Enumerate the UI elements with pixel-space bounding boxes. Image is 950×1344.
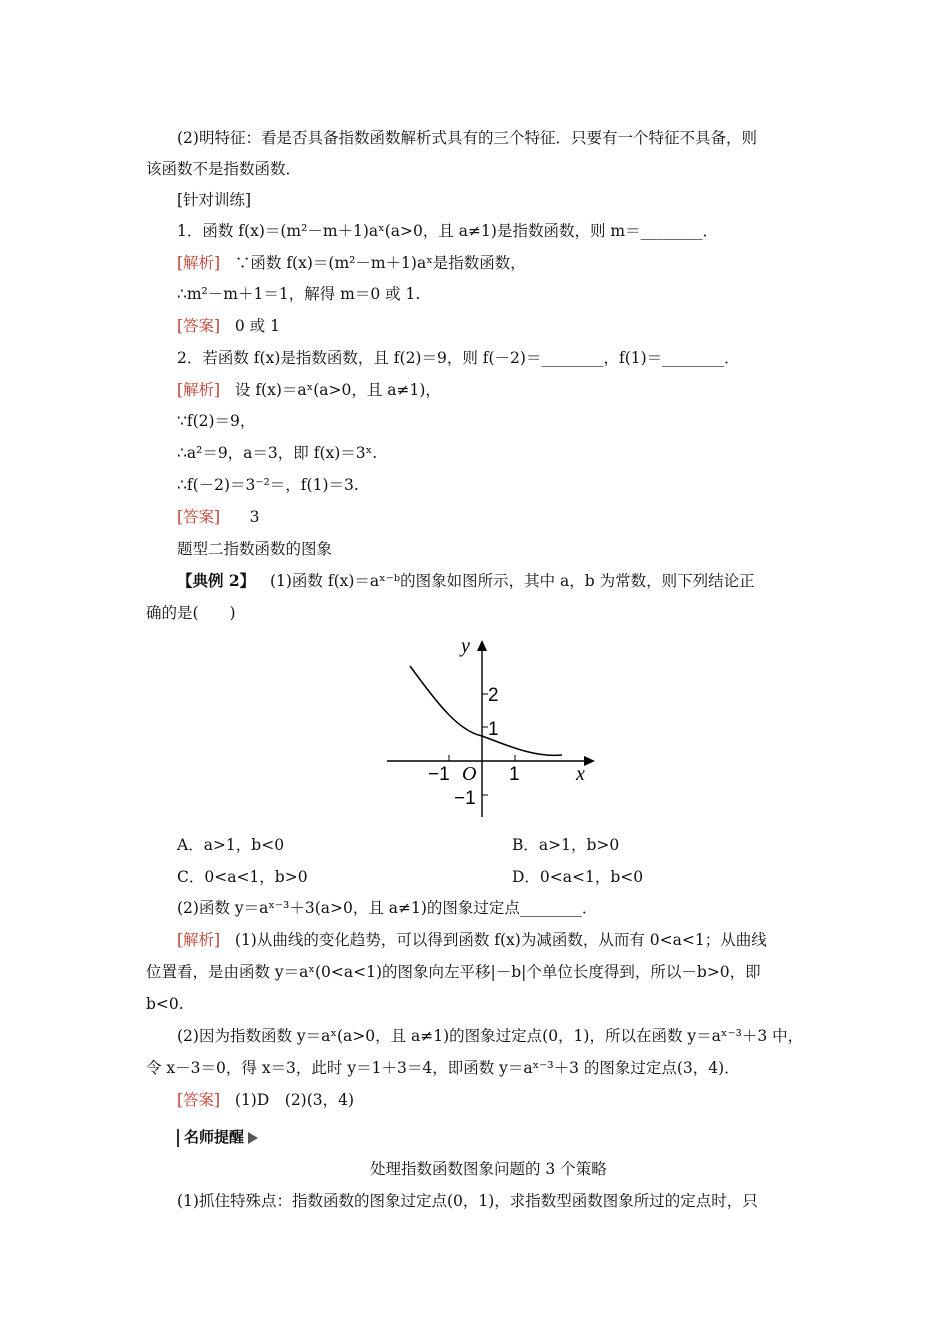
explanation-text: (1)从曲线的变化趋势，可以得到函数 f(x)为减函数，从而有 0<a<1；从曲线 — [234, 931, 767, 949]
tip-label: 名师提醒 — [184, 1128, 245, 1146]
solution-line: ∵f(2)＝9， — [177, 412, 256, 430]
x-axis-arrow — [584, 756, 595, 766]
answer-line — [177, 1090, 354, 1110]
question-2: 2．若函数 f(x)是指数函数，且 f(2)＝9，则 f(－2)＝________，f(1)＝________． — [177, 349, 740, 367]
origin-label: O — [462, 763, 477, 785]
example-line — [177, 571, 755, 591]
daan-label: [答案] — [177, 1091, 221, 1109]
example-label: 【典例 2】 — [177, 571, 256, 590]
solution-line — [177, 253, 526, 273]
question-3: (2)函数 y＝aˣ⁻³＋3(a>0，且 a≠1)的图象过定点________． — [177, 899, 598, 917]
daan-label: [答案] — [177, 508, 221, 526]
tip-header — [177, 1125, 258, 1149]
solution-text: 设 f(x)＝aˣ(a>0，且 a≠1)， — [234, 381, 441, 399]
example-text: (1)函数 f(x)＝aˣ⁻ᵇ的图象如图所示，其中 a，b 为常数，则下列结论正 — [269, 572, 755, 590]
solution-line — [177, 380, 441, 400]
training-heading: [针对训练] — [177, 191, 252, 209]
tick-label-xm1: −1 — [428, 764, 450, 785]
explanation-line: (2)因为指数函数 y＝aˣ(a>0，且 a≠1)的图象过定点(0，1)，所以在函数 y＝aˣ⁻³＋3 中， — [177, 1027, 804, 1045]
answer-text: 0 或 1 — [234, 317, 280, 335]
solution-line: ∴f(－2)＝3⁻²＝，f(1)＝3. — [177, 476, 359, 494]
solution-text: ∵函数 f(x)＝(m²－m＋1)aˣ是指数函数， — [234, 254, 526, 272]
option-b: B．a>1，b>0 — [512, 836, 620, 854]
explanation-line: b<0. — [146, 995, 184, 1013]
tick-label-x1: 1 — [509, 764, 520, 785]
answer-text: (1)D (2)(3，4) — [234, 1091, 355, 1109]
function-graph — [384, 634, 599, 826]
explanation-line: 位置看，是由函数 y＝aˣ(0<a<1)的图象向左平移|－b|个单位长度得到，所以－b>0，即 — [146, 963, 761, 981]
x-label: x — [576, 763, 585, 785]
tick-label-1: 1 — [488, 719, 499, 740]
tip-bar — [177, 1129, 179, 1147]
y-label: y — [461, 635, 470, 657]
example-line: 确的是( ) — [146, 604, 236, 622]
question-1: 1．函数 f(x)＝(m²－m＋1)aˣ(a>0，且 a≠1)是指数函数，则 m＝________． — [177, 222, 719, 240]
exponential-curve — [410, 666, 562, 755]
jiexi-label: [解析] — [177, 931, 221, 949]
explanation-line: 令 x－3＝0，得 x＝3，此时 y＝1＋3＝4，即函数 y＝aˣ⁻³＋3 的图象过定点(3，4)． — [146, 1059, 740, 1077]
answer-text: 3 — [249, 508, 260, 526]
tick-label-ym1: −1 — [454, 788, 476, 809]
option-d: D．0<a<1，b<0 — [512, 868, 644, 886]
section-title: 题型二指数函数的图象 — [177, 540, 333, 558]
answer-line — [177, 507, 260, 527]
option-c: C．0<a<1，b>0 — [177, 868, 308, 886]
tick-label-2: 2 — [488, 685, 499, 706]
paragraph-line: (1)抓住特殊点：指数函数的图象过定点(0，1)，求指数型函数图象所过的定点时，只 — [177, 1192, 758, 1210]
option-a: A．a>1，b<0 — [177, 836, 285, 854]
paragraph-line: (2)明特征：看是否具备指数函数解析式具有的三个特征．只要有一个特征不具备，则 — [177, 129, 757, 147]
jiexi-label: [解析] — [177, 381, 221, 399]
y-axis-arrow — [477, 640, 487, 651]
jiexi-label: [解析] — [177, 254, 221, 272]
play-arrow-icon — [248, 1132, 258, 1144]
explanation-line — [177, 930, 767, 950]
solution-line: ∴a²＝9，a＝3，即 f(x)＝3ˣ. — [177, 444, 378, 462]
daan-label: [答案] — [177, 317, 221, 335]
paragraph-line: 该函数不是指数函数． — [146, 160, 302, 178]
solution-line: ∴m²－m＋1＝1，解得 m＝0 或 1. — [177, 285, 421, 303]
answer-line — [177, 316, 280, 336]
tip-title: 处理指数函数图象问题的 3 个策略 — [370, 1160, 607, 1178]
